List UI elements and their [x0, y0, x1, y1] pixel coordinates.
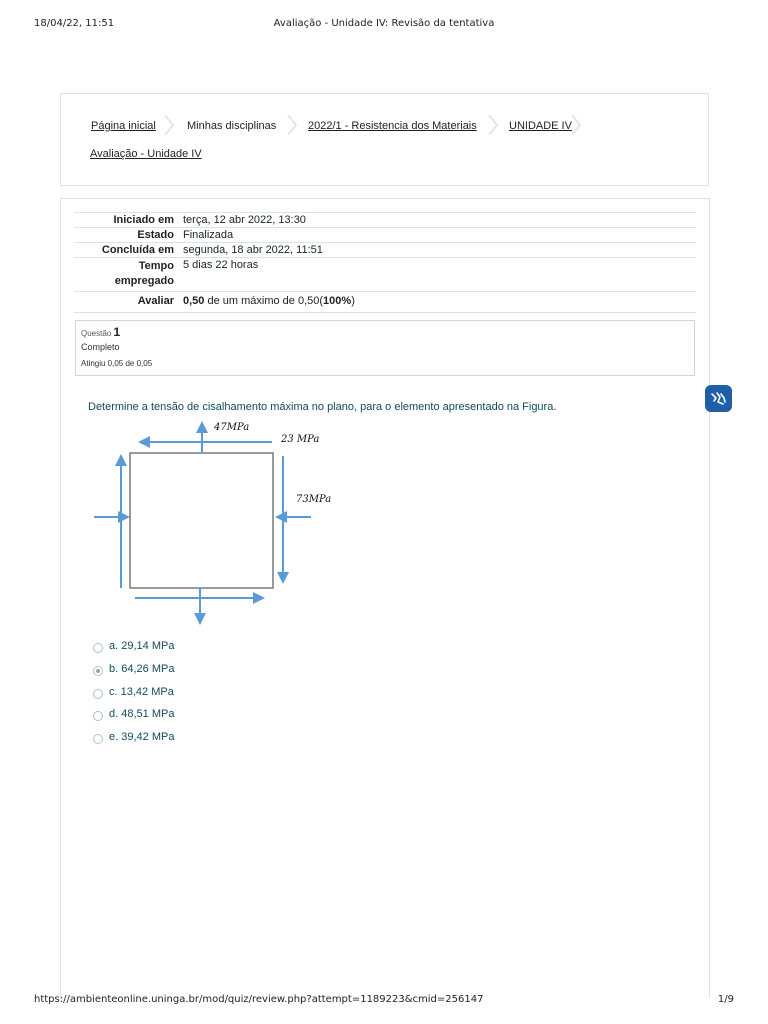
stress-element-diagram	[90, 418, 330, 628]
answer-option[interactable]	[93, 708, 293, 726]
print-page-title: Avaliação - Unidade IV: Revisão da tentativa	[273, 18, 495, 29]
stress-label-top: 47MPa	[214, 422, 250, 433]
summary-key: Estado	[74, 228, 178, 243]
summary-value	[178, 292, 696, 313]
breadcrumb-separator-icon	[287, 115, 297, 135]
element-square	[130, 453, 273, 588]
summary-key: Concluída em	[74, 243, 178, 258]
summary-row	[74, 213, 696, 228]
print-datetime: 18/04/22, 11:51	[34, 18, 115, 29]
stress-label-shear: 23 MPa	[281, 434, 320, 445]
summary-value: Finalizada	[178, 228, 696, 243]
breadcrumb-quiz-link[interactable]: Avaliação - Unidade IV	[90, 148, 202, 160]
summary-row	[74, 258, 696, 292]
breadcrumb-separator-icon	[571, 115, 581, 135]
answer-option[interactable]	[93, 731, 293, 749]
stress-element-figure	[90, 418, 330, 628]
radio-button[interactable]	[93, 734, 103, 744]
radio-button[interactable]	[93, 689, 103, 699]
question-state: Completo	[81, 342, 120, 352]
stress-label-right: 73MPa	[296, 494, 332, 505]
question-info-box	[75, 320, 695, 376]
answer-label: d. 48,51 MPa	[109, 708, 175, 720]
answer-option[interactable]	[93, 686, 293, 704]
breadcrumb-separator-icon	[488, 115, 498, 135]
answer-option[interactable]	[93, 663, 293, 681]
summary-value: 5 dias 22 horas	[178, 258, 696, 292]
summary-row	[74, 243, 696, 258]
answer-label: a. 29,14 MPa	[109, 640, 175, 652]
accessibility-button[interactable]	[705, 385, 732, 412]
breadcrumb-course-link[interactable]: 2022/1 - Resistencia dos Materiais	[308, 120, 477, 132]
grade-max-text: de um máximo de 0,50(	[204, 295, 324, 307]
radio-button[interactable]	[93, 711, 103, 721]
summary-row	[74, 228, 696, 243]
print-page-number: 1/9	[717, 994, 734, 1005]
sign-language-hands-icon	[705, 385, 732, 412]
breadcrumb-unit-link[interactable]: UNIDADE IV	[509, 120, 572, 132]
answer-option[interactable]	[93, 640, 293, 658]
grade-close-paren: )	[351, 295, 355, 307]
summary-row	[74, 292, 696, 313]
breadcrumb-my-courses[interactable]: Minhas disciplinas	[187, 120, 277, 132]
summary-key: Iniciado em	[74, 213, 178, 228]
question-grade: Atingiu 0,05 de 0,05	[81, 359, 153, 368]
attempt-summary-table	[74, 212, 696, 313]
print-url: https://ambienteonline.uninga.br/mod/quiz/review.php?attempt=1189223&cmid=256147	[34, 994, 484, 1005]
answer-label: e. 39,42 MPa	[109, 731, 175, 743]
print-header	[34, 18, 734, 32]
summary-key: Avaliar	[74, 292, 178, 313]
answer-label: c. 13,42 MPa	[109, 686, 174, 698]
breadcrumb-separator-icon	[164, 115, 174, 135]
question-text: Determine a tensão de cisalhamento máxima no plano, para o elemento apresentado na Figura.	[88, 401, 557, 413]
summary-value: segunda, 18 abr 2022, 11:51	[178, 243, 696, 258]
radio-button[interactable]	[93, 643, 103, 653]
question-number	[81, 325, 120, 339]
question-number-value: 1	[113, 325, 121, 339]
summary-key: Tempo empregado	[74, 258, 178, 292]
breadcrumb-home-link[interactable]: Página inicial	[91, 120, 156, 132]
question-label: Questão	[81, 329, 112, 338]
breadcrumb	[60, 93, 709, 186]
grade-percent: 100%	[323, 295, 352, 307]
answer-label: b. 64,26 MPa	[109, 663, 175, 675]
summary-value: terça, 12 abr 2022, 13:30	[178, 213, 696, 228]
grade-value: 0,50	[183, 295, 205, 307]
radio-button-selected[interactable]	[93, 666, 103, 676]
print-footer	[34, 994, 734, 1008]
